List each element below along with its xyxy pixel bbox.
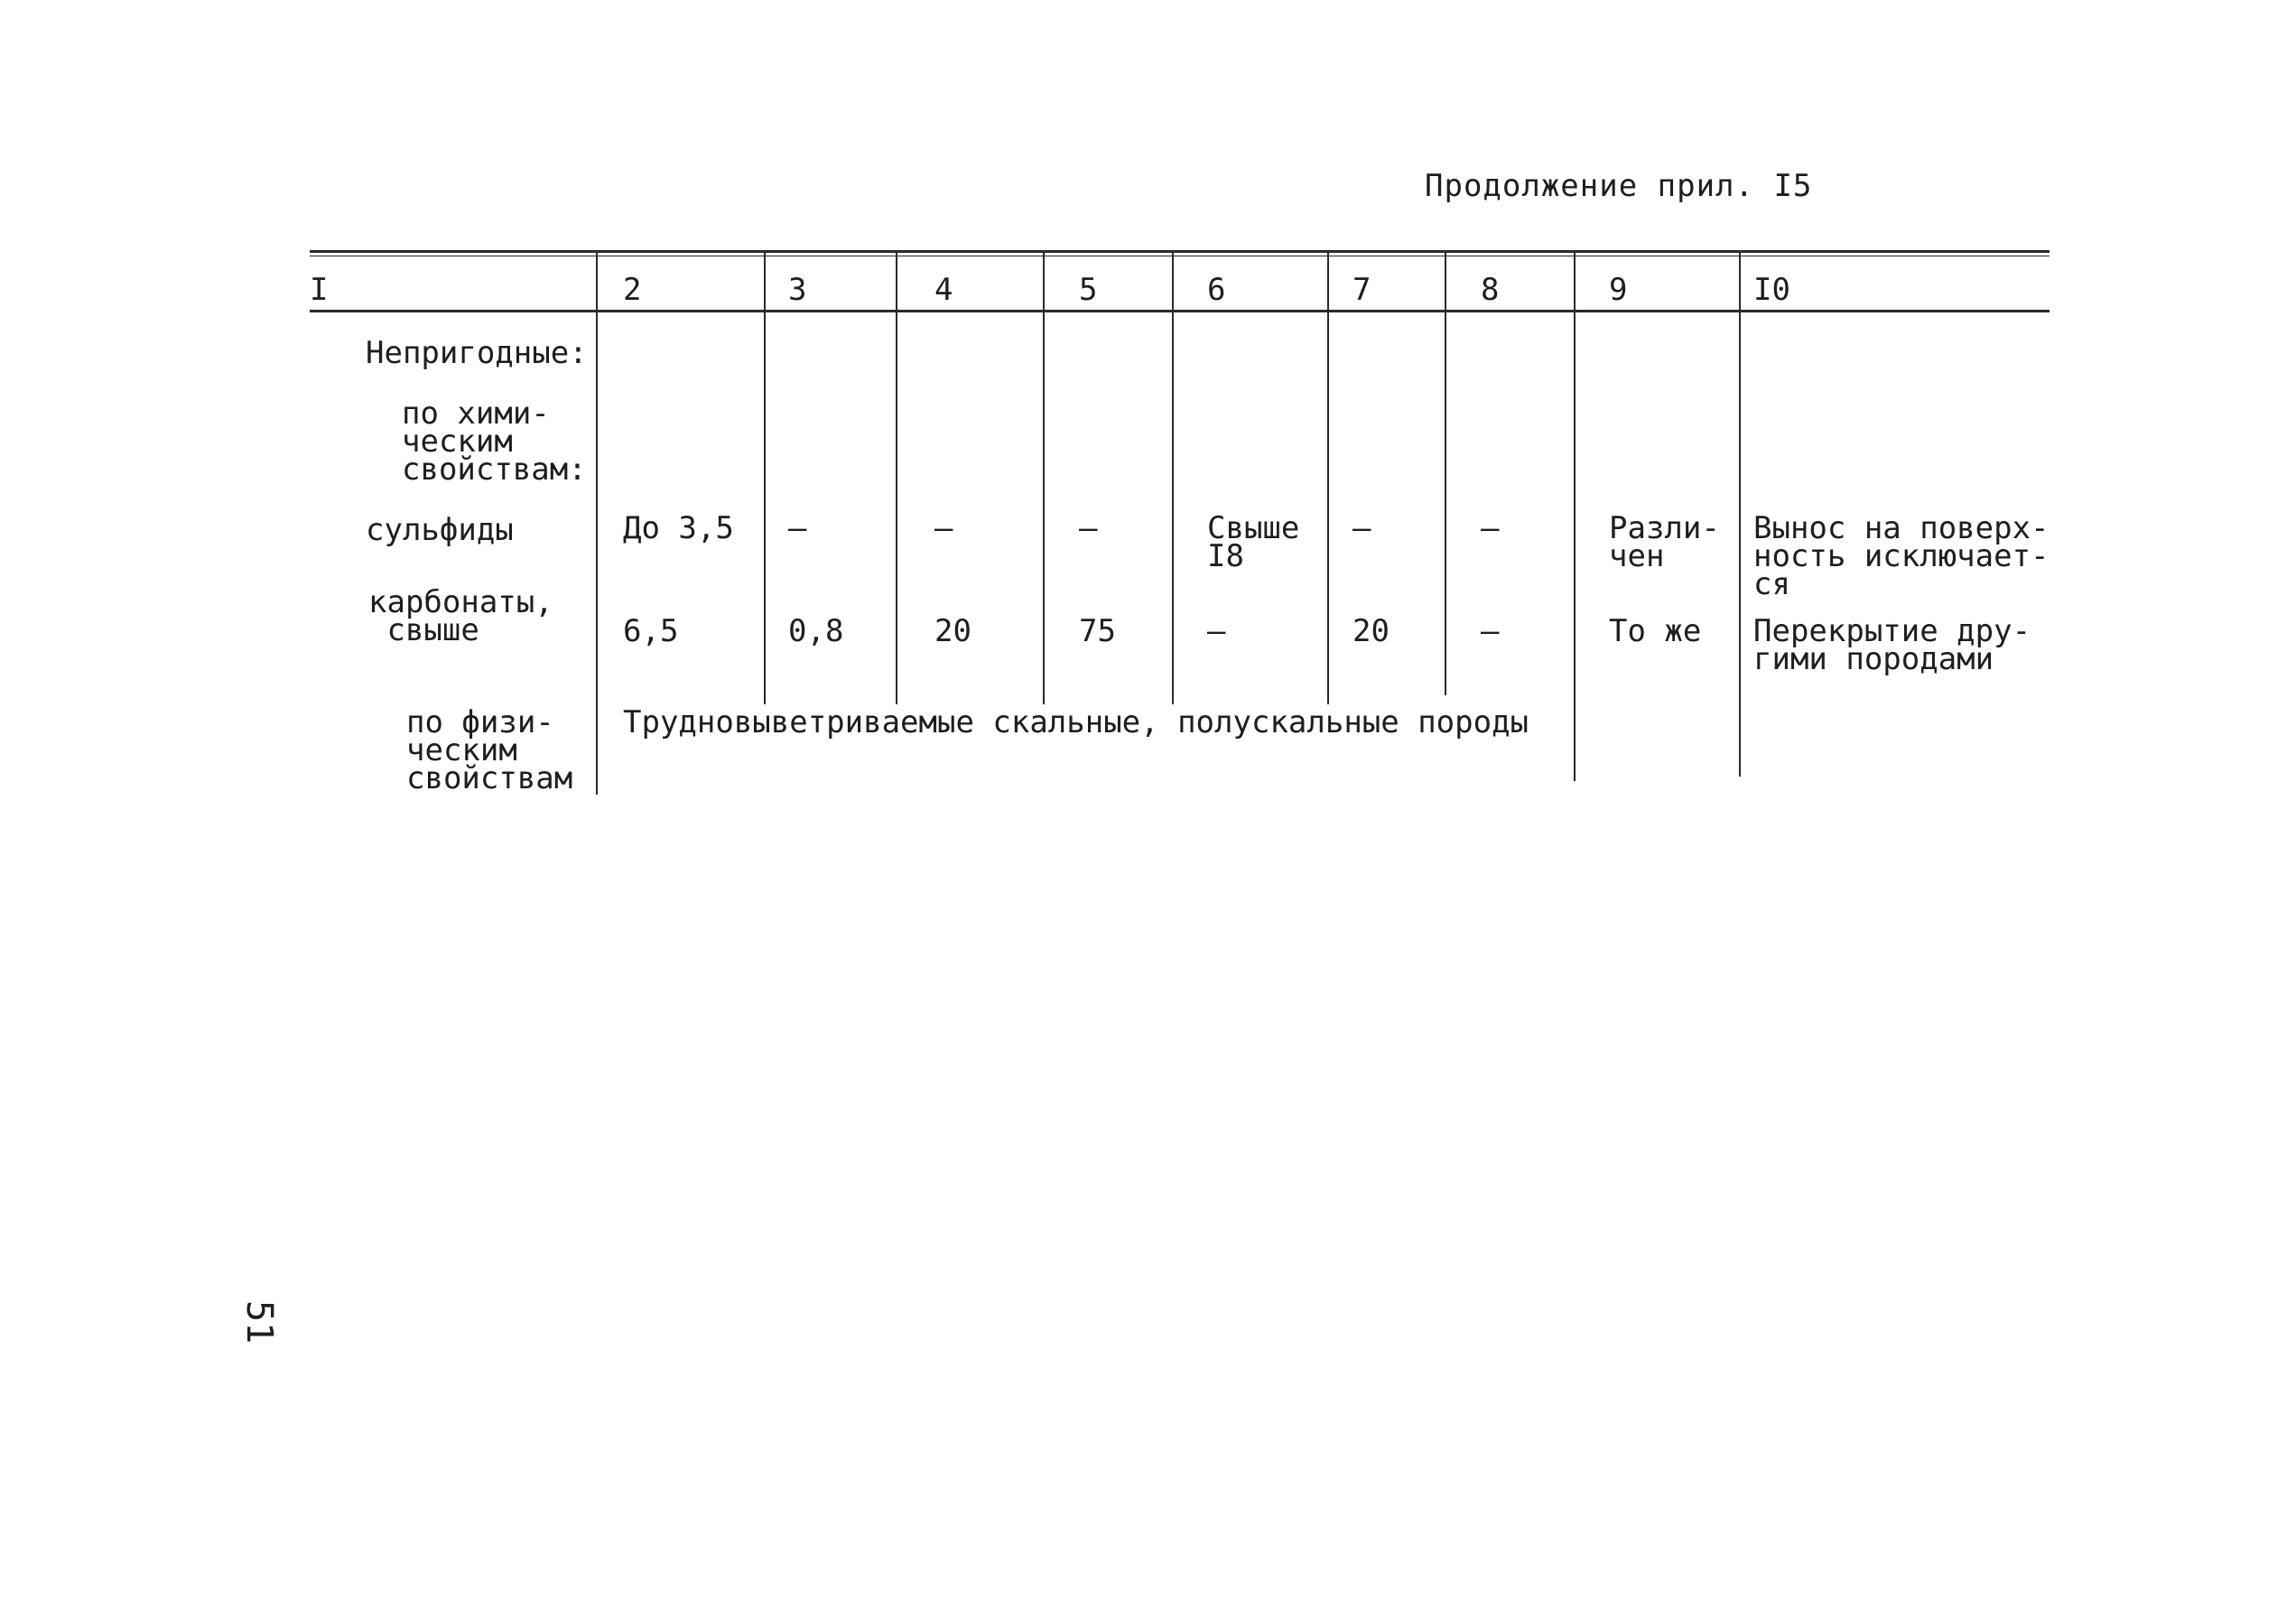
column-header-6: 6: [1207, 272, 1226, 308]
column-header-1: I: [310, 272, 329, 308]
table-cell: Разли- чен: [1609, 510, 1720, 574]
column-header-9: 9: [1609, 272, 1628, 308]
column-divider: [1445, 253, 1446, 695]
table-cell: 6,5: [623, 613, 679, 649]
column-header-7: 7: [1353, 272, 1371, 308]
row-label-sulfides: сульфиды: [366, 512, 514, 548]
row-label-chemical: по хими- ческим свойствам:: [402, 396, 587, 488]
column-header-4: 4: [934, 272, 953, 308]
table-cell: До 3,5: [623, 510, 734, 546]
table-cell: 20: [934, 613, 971, 649]
table-cell: 20: [1353, 613, 1390, 649]
column-header-10: I0: [1753, 272, 1790, 308]
header-bottom-rule: [310, 310, 2050, 312]
column-divider: [1043, 253, 1045, 704]
column-header-2: 2: [623, 272, 642, 308]
row-label-carbonates: карбонаты, свыше: [368, 584, 553, 648]
column-divider: [1574, 253, 1576, 781]
table-cell: То же: [1609, 613, 1702, 649]
table-cell: 75: [1079, 613, 1116, 649]
column-header-8: 8: [1481, 272, 1500, 308]
column-divider: [1172, 253, 1174, 704]
table-cell: –: [1353, 510, 1371, 546]
page-number: 51: [238, 1300, 280, 1345]
table-cell: –: [1079, 510, 1098, 546]
column-divider: [764, 253, 766, 704]
table-cell: –: [934, 510, 953, 546]
row-label-physical: по физи- ческим свойствам: [406, 704, 573, 796]
table-cell: Вынос на поверх- ность исключает- ся: [1753, 510, 2050, 602]
column-divider: [1739, 253, 1741, 777]
table-cell-spanning: Трудновыветриваемые скальные, полускальные породы: [623, 704, 1529, 740]
column-divider: [596, 253, 598, 795]
table-top-rule: [310, 250, 2050, 253]
column-header-3: 3: [788, 272, 807, 308]
table-cell: –: [1481, 613, 1500, 649]
row-label-unsuitable: Непригодные:: [366, 335, 588, 371]
table-cell: –: [1207, 613, 1226, 649]
table-cell: –: [1481, 510, 1500, 546]
column-divider: [1327, 253, 1329, 704]
column-header-5: 5: [1079, 272, 1098, 308]
table-cell: 0,8: [788, 613, 844, 649]
table-cell: Свыше I8: [1207, 510, 1300, 574]
column-divider: [896, 253, 897, 704]
page-heading: Продолжение прил. I5: [1425, 168, 1813, 204]
table-cell: –: [788, 510, 807, 546]
table-cell: Перекрытие дру- гими породами: [1753, 613, 2031, 677]
